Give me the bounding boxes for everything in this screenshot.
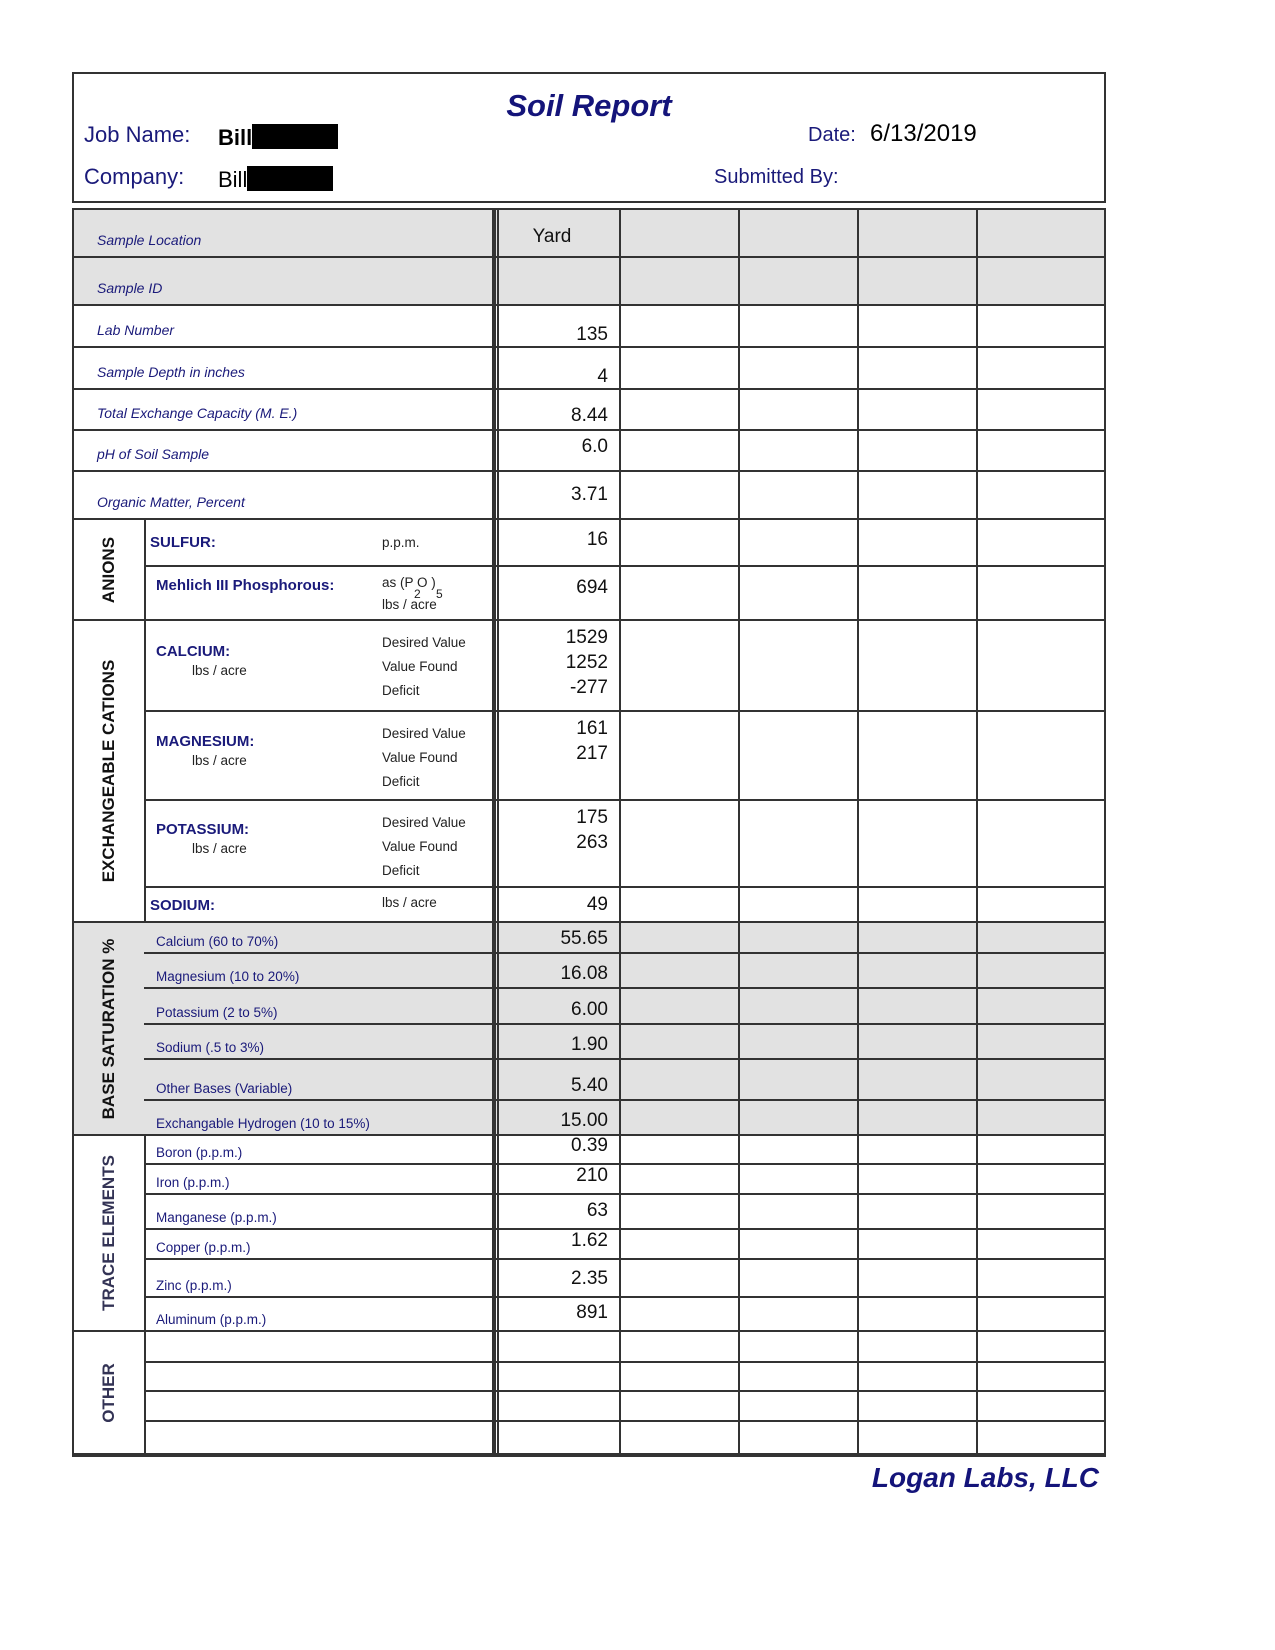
unit-label: p.p.m. [382,535,420,550]
row-sulfur [144,520,1104,567]
divider [619,1332,621,1361]
row-organic-matter [74,472,1104,520]
divider [857,1298,859,1330]
row-other [144,1392,1104,1422]
divider [976,348,978,388]
divider [738,472,740,518]
base-saturation-label: Potassium (2 to 5%) [156,1005,278,1020]
value-cell[interactable]: Yard [532,226,572,247]
divider [857,801,859,886]
job-name-value: Bill [218,125,253,150]
section-label: EXCHANGEABLE CATIONS [99,659,118,883]
divider [857,390,859,429]
row-sample-id [74,258,1104,306]
found-value[interactable]: 263 [576,832,608,853]
divider [857,1230,859,1258]
divider [976,210,978,256]
divider [738,1060,740,1099]
section-base-saturation [74,923,144,1136]
section-cations [74,621,144,923]
trace-element-label: Copper (p.p.m.) [156,1240,251,1255]
unit-label: lbs / acre [192,840,247,856]
divider [976,1230,978,1258]
divider [857,1195,859,1228]
divider [738,520,740,565]
sodium-label: SODIUM: [150,897,215,914]
divider [976,1332,978,1361]
row-magnesium [144,712,1104,801]
divider [857,1025,859,1058]
organic-matter-label: Organic Matter, Percent [97,494,245,510]
value-cell[interactable]: 694 [576,577,608,598]
divider [976,431,978,470]
trace-element-label: Iron (p.p.m.) [156,1175,230,1190]
divider [619,1422,621,1453]
page-title: Soil Report [506,88,672,123]
row-tec [74,390,1104,431]
divider [738,923,740,952]
divider [857,1101,859,1134]
divider [738,1260,740,1296]
divider [857,621,859,710]
divider [857,1260,859,1296]
divider [976,801,978,886]
divider [976,923,978,952]
divider [857,1363,859,1390]
divider [857,954,859,987]
divider [976,621,978,710]
divider [976,1422,978,1453]
divider [738,712,740,799]
section-label: TRACE ELEMENTS [99,1155,118,1311]
divider [857,923,859,952]
desired-value[interactable]: 1529 [565,627,608,648]
row-base-saturation [144,923,1104,954]
divider [738,1165,740,1193]
divider [857,348,859,388]
divider [738,1230,740,1258]
divider [976,472,978,518]
divider [738,306,740,346]
divider [976,520,978,565]
divider [976,712,978,799]
section-other [74,1332,144,1455]
divider [738,210,740,256]
row-trace-element [144,1260,1104,1298]
divider [619,210,621,256]
divider [976,1025,978,1058]
row-other [144,1332,1104,1363]
base-saturation-label: Calcium (60 to 70%) [156,934,279,949]
base-saturation-label: Magnesium (10 to 20%) [156,969,300,984]
divider [619,989,621,1023]
section-label: OTHER [99,1362,118,1423]
divider [738,1298,740,1330]
divider [738,1332,740,1361]
divider [857,431,859,470]
unit-label: lbs / acre [192,752,247,768]
trace-element-label: Boron (p.p.m.) [156,1145,243,1160]
row-trace-element [144,1136,1104,1165]
row-phosphorus [144,567,1104,621]
divider [976,1298,978,1330]
unit-label: lbs / acre [192,662,247,678]
row-sample-location [74,210,1104,258]
row-sodium [144,888,1104,923]
divider [619,1298,621,1330]
divider [738,348,740,388]
divider [857,567,859,619]
value-cell[interactable]: 15.00 [560,1110,608,1131]
company-value: Bill [218,167,248,192]
divider [619,1060,621,1099]
value-cell[interactable]: 6.00 [571,999,608,1020]
submitted-by-label: Submitted By: [714,166,839,188]
desired-label: Desired Value [382,815,466,830]
row-lab-number [74,306,1104,348]
divider [857,210,859,256]
found-value[interactable]: 1252 [565,652,608,673]
divider [494,1363,496,1390]
row-potassium [144,801,1104,888]
divider [857,1332,859,1361]
divider [619,258,621,304]
divider [619,801,621,886]
divider [857,1060,859,1099]
divider [857,258,859,304]
divider [619,1025,621,1058]
divider [738,888,740,921]
sample-id-label: Sample ID [97,280,163,296]
divider [857,1136,859,1163]
divider [619,472,621,518]
sample-depth-label: Sample Depth in inches [97,364,245,380]
divider [619,520,621,565]
value-cell[interactable]: 6.0 [581,436,608,457]
divider [857,989,859,1023]
divider [619,1195,621,1228]
divider [976,1136,978,1163]
row-base-saturation [144,989,1104,1025]
magnesium-label: MAGNESIUM: [156,732,255,750]
sulfur-label: SULFUR: [150,534,216,551]
value-cell[interactable]: 210 [576,1165,608,1186]
row-base-saturation [144,1025,1104,1060]
row-trace-element [144,1195,1104,1230]
section-trace [74,1136,144,1332]
value-cell[interactable]: 49 [586,894,608,915]
double-divider [497,210,499,1455]
unit-label: as (P O ) [382,575,436,590]
divider [619,1230,621,1258]
value-cell[interactable]: 135 [576,324,608,345]
divider [619,390,621,429]
date-value: 6/13/2019 [870,120,977,147]
divider [738,1422,740,1453]
value-cell[interactable]: 4 [597,366,608,387]
divider [494,1392,496,1420]
value-cell[interactable]: 16 [586,529,608,550]
value-cell[interactable]: 63 [586,1200,608,1221]
calcium-label: CALCIUM: [156,642,231,660]
desired-label: Desired Value [382,635,466,650]
deficit-label: Deficit [382,863,420,878]
divider [619,954,621,987]
divider [976,1195,978,1228]
value-cell[interactable]: 1.90 [571,1034,608,1055]
divider [738,1136,740,1163]
divider [738,1101,740,1134]
divider [857,712,859,799]
row-trace-element [144,1165,1104,1195]
divider [619,567,621,619]
divider [738,801,740,886]
unit-label: lbs / acre [382,895,437,910]
divider [494,1422,496,1453]
desired-value[interactable]: 161 [576,718,608,739]
divider [976,1060,978,1099]
potassium-label: POTASSIUM: [156,820,250,838]
divider [857,1165,859,1193]
row-other [144,1363,1104,1392]
divider [619,1363,621,1390]
divider [976,888,978,921]
divider [857,1422,859,1453]
divider [738,1025,740,1058]
deficit-label: Deficit [382,683,420,698]
section-label: ANIONS [99,536,118,603]
row-trace-element [144,1298,1104,1332]
deficit-label: Deficit [382,774,420,789]
divider [738,621,740,710]
value-cell[interactable]: 0.39 [571,1135,608,1156]
divider [976,1392,978,1420]
divider [738,567,740,619]
deficit-value[interactable]: -277 [569,677,608,698]
divider [494,258,496,304]
divider [738,954,740,987]
found-value[interactable]: 217 [576,743,608,764]
divider [619,1101,621,1134]
ph-label: pH of Soil Sample [97,446,210,462]
divider [976,567,978,619]
row-other [144,1422,1104,1455]
base-saturation-label: Sodium (.5 to 3%) [156,1040,265,1055]
value-cell[interactable]: 1.62 [571,1230,608,1251]
divider [619,923,621,952]
redaction-box [247,166,333,191]
base-saturation-label: Exchangable Hydrogen (10 to 15%) [156,1116,370,1131]
value-cell[interactable]: 2.35 [571,1268,608,1289]
divider [619,1392,621,1420]
divider [738,390,740,429]
soil-data-table [72,208,1106,1457]
subscript-label: 2 5 [414,587,449,601]
divider [738,1363,740,1390]
row-base-saturation [144,1060,1104,1101]
divider [619,712,621,799]
trace-element-label: Aluminum (p.p.m.) [156,1312,267,1327]
divider [619,348,621,388]
divider [494,1332,496,1361]
value-cell[interactable]: 55.65 [560,928,608,949]
trace-element-label: Zinc (p.p.m.) [156,1278,232,1293]
redaction-box [252,124,338,149]
divider [857,888,859,921]
section-label: BASE SATURATION % [99,938,118,1119]
divider [976,1363,978,1390]
trace-element-label: Manganese (p.p.m.) [156,1210,277,1225]
divider [976,306,978,346]
report-header [72,72,1106,203]
divider [738,431,740,470]
divider [857,1392,859,1420]
divider [976,1165,978,1193]
job-name-label: Job Name: [84,122,191,147]
unit-label: lbs / acre [382,597,437,612]
date-label: Date: [808,124,856,146]
row-base-saturation [144,1101,1104,1136]
value-cell[interactable]: 5.40 [571,1075,608,1096]
divider [619,306,621,346]
divider [738,1195,740,1228]
divider [738,989,740,1023]
value-cell[interactable]: 16.08 [560,963,608,984]
divider [857,306,859,346]
lab-name-footer: Logan Labs, LLC [871,1462,1099,1493]
found-label: Value Found [382,750,458,765]
divider [738,258,740,304]
value-cell[interactable]: 8.44 [571,405,608,426]
divider [857,472,859,518]
divider [738,1392,740,1420]
divider [619,1136,621,1163]
divider [976,989,978,1023]
company-label: Company: [84,164,185,189]
divider [619,1260,621,1296]
divider [976,390,978,429]
row-sample-depth [74,348,1104,390]
base-saturation-label: Other Bases (Variable) [156,1081,293,1096]
divider [976,258,978,304]
divider [857,520,859,565]
found-label: Value Found [382,839,458,854]
phosphorus-label: Mehlich III Phosphorous: [156,577,335,594]
section-anions [74,520,144,621]
row-trace-element [144,1230,1104,1260]
value-cell[interactable]: 3.71 [571,484,608,505]
divider [619,621,621,710]
divider [619,431,621,470]
found-label: Value Found [382,659,458,674]
lab-number-label: Lab Number [97,322,175,338]
row-base-saturation [144,954,1104,989]
divider [976,954,978,987]
row-ph [74,431,1104,472]
tec-label: Total Exchange Capacity (M. E.) [97,405,298,421]
divider [976,1101,978,1134]
desired-value[interactable]: 175 [576,807,608,828]
divider [976,1260,978,1296]
sample-location-label: Sample Location [97,232,202,248]
row-calcium [144,621,1104,712]
value-cell[interactable]: 891 [576,1302,608,1323]
desired-label: Desired Value [382,726,466,741]
divider [619,1165,621,1193]
divider [619,888,621,921]
